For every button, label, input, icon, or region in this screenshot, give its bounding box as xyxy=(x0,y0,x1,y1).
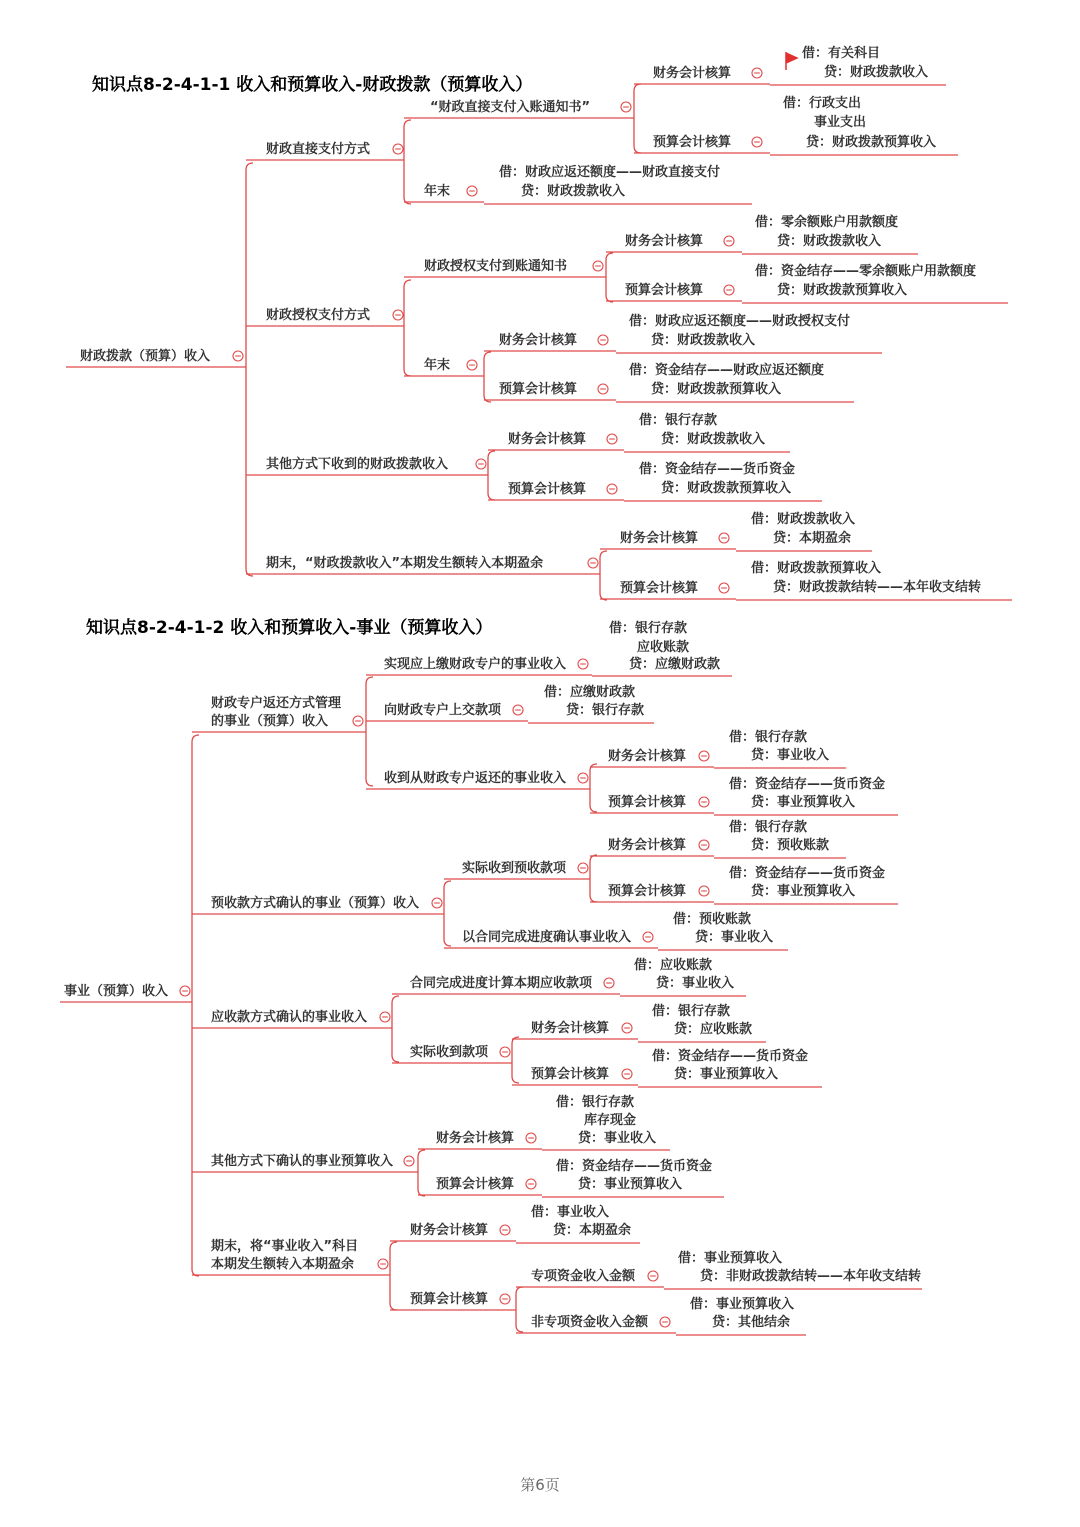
section2-title: 知识点8-2-4-1-2 收入和预算收入-事业（预算收入） xyxy=(86,618,493,638)
node-special-receive: 收到从财政专户返还的事业收入 xyxy=(384,771,567,786)
node-period-nonspecial: 非专项资金收入金额 xyxy=(531,1315,649,1330)
node-auth-yearend-fin: 财务会计核算 xyxy=(499,333,578,348)
node-auth-notice: 财政授权支付到账通知书 xyxy=(424,259,568,274)
entry-receivable-calc-line-0: 借：应收账款 xyxy=(634,958,713,973)
entry-fiscal-period-fin-line-1: 贷：本期盈余 xyxy=(773,531,852,546)
bracket-direct xyxy=(404,120,411,204)
node-fiscal-other: 其他方式下收到的财政拨款收入 xyxy=(266,457,449,472)
node-auth-yearend-bud: 预算会计核算 xyxy=(499,382,578,397)
entry-realize-debit: 借：银行存款 xyxy=(609,621,688,636)
node-direct-yearend: 年末 xyxy=(424,184,451,199)
entry-direct-yearend-line-0: 借：财政应返还额度——财政直接支付 xyxy=(499,165,721,180)
node-direct-notice-bud: 预算会计核算 xyxy=(653,135,732,150)
entry-receive-fin-line-1: 贷：事业收入 xyxy=(751,748,830,763)
entry-fiscal-period-fin-line-0: 借：财政拨款收入 xyxy=(751,512,856,527)
bracket-auth-yearend xyxy=(484,352,491,402)
flag-icon xyxy=(786,52,797,70)
entry-direct-yearend-line-1: 贷：财政拨款收入 xyxy=(521,184,626,199)
node-auth-notice-fin: 财务会计核算 xyxy=(625,234,704,249)
root-bracket-2 xyxy=(192,735,199,1276)
node-advance-fin: 财务会计核算 xyxy=(608,838,687,853)
node-business-period-fin: 财务会计核算 xyxy=(410,1223,489,1238)
entry-business-period-fin-line-0: 借：事业收入 xyxy=(531,1205,610,1220)
node-advance: 预收款方式确认的事业（预算）收入 xyxy=(211,896,420,911)
node-receive-fin: 财务会计核算 xyxy=(608,749,687,764)
entry-receive-bud-line-0: 借：资金结存——货币资金 xyxy=(729,777,886,792)
bracket-fiscal-other xyxy=(488,451,495,500)
bracket-direct-notice xyxy=(634,84,641,153)
entry-auth-fin-line-1: 贷：财政拨款收入 xyxy=(777,234,882,249)
node-advance-bud: 预算会计核算 xyxy=(608,884,687,899)
bracket-fiscal-period xyxy=(600,551,607,600)
node-receivable: 应收款方式确认的事业收入 xyxy=(211,1010,368,1025)
entry-realize-credit: 贷：应缴财政款 xyxy=(629,657,721,672)
bracket-advance xyxy=(444,881,451,946)
entry-advance-bud-line-0: 借：资金结存——货币资金 xyxy=(729,866,886,881)
node-fiscal-period-fin: 财务会计核算 xyxy=(620,531,699,546)
entry-advance-fin-line-1: 贷：预收账款 xyxy=(751,838,830,853)
bracket-receivable-actual xyxy=(512,1037,519,1083)
entry-receivable-bud-line-1: 贷：事业预算收入 xyxy=(674,1067,779,1082)
node-business-period: 本期发生额转入本期盈余 xyxy=(211,1257,355,1272)
node-advance-progress: 以合同完成进度确认事业收入 xyxy=(462,930,632,945)
entry-receivable-fin-line-0: 借：银行存款 xyxy=(652,1004,731,1019)
entry-business-other-fin-debit: 借：银行存款 xyxy=(556,1095,635,1110)
root-node-fiscal: 财政拨款（预算）收入 xyxy=(80,349,211,364)
entry-fiscal-period-bud-line-0: 借：财政拨款预算收入 xyxy=(751,561,882,576)
node-fiscal-period-bud: 预算会计核算 xyxy=(620,581,699,596)
entry-auth-yearend-bud-line-0: 借：资金结存——财政应返还额度 xyxy=(629,363,825,378)
bracket-business-period xyxy=(390,1242,397,1310)
entry-period-nonspecial-line-0: 借：事业预算收入 xyxy=(690,1297,795,1312)
node-receivable-bud: 预算会计核算 xyxy=(531,1067,610,1082)
entry-period-special-line-1: 贷：非财政拨款结转——本年收支结转 xyxy=(700,1269,922,1284)
node-period-special: 专项资金收入金额 xyxy=(531,1269,636,1284)
entry-business-other-fin-credit: 贷：事业收入 xyxy=(578,1131,657,1146)
entry-remit-line-0: 借：应缴财政款 xyxy=(544,685,636,700)
entry-direct-fin-line-0: 借：有关科目 xyxy=(802,46,881,61)
node-fiscal-period: 期末，“财政拨款收入”本期发生额转入本期盈余 xyxy=(266,556,544,571)
entry-period-special-line-0: 借：事业预算收入 xyxy=(678,1251,783,1266)
entry-fiscal-other-bud-line-1: 贷：财政拨款预算收入 xyxy=(661,481,792,496)
node-business-other-bud: 预算会计核算 xyxy=(436,1177,515,1192)
node-auth-yearend: 年末 xyxy=(424,358,451,373)
entry-direct-fin-line-1: 贷：财政拨款收入 xyxy=(824,65,929,80)
entry-receivable-calc-line-1: 贷：事业收入 xyxy=(656,976,735,991)
entry-auth-fin-line-0: 借：零余额账户用款额度 xyxy=(755,215,899,230)
node-receivable-fin: 财务会计核算 xyxy=(531,1021,610,1036)
node-receivable-calc: 合同完成进度计算本期应收款项 xyxy=(410,976,593,991)
bracket-business-other xyxy=(418,1150,425,1196)
bracket-auth-notice xyxy=(606,253,613,302)
entry-business-other-bud-line-1: 贷：事业预算收入 xyxy=(578,1177,683,1192)
entry-advance-progress-line-0: 借：预收账款 xyxy=(673,912,752,927)
entry-advance-bud-line-1: 贷：事业预算收入 xyxy=(751,884,856,899)
bracket-advance-actual xyxy=(590,855,597,902)
entry-receive-bud-line-1: 贷：事业预算收入 xyxy=(751,795,856,810)
entry-advance-fin-line-0: 借：银行存款 xyxy=(729,820,808,835)
node-receivable-actual: 实际收到款项 xyxy=(410,1045,489,1060)
entry-fiscal-other-fin-line-1: 贷：财政拨款收入 xyxy=(661,432,766,447)
node-receive-bud: 预算会计核算 xyxy=(608,795,687,810)
entry-fiscal-other-fin-line-0: 借：银行存款 xyxy=(639,413,718,428)
page-number: 第6页 xyxy=(520,1476,560,1494)
entry-receivable-fin-line-1: 贷：应收账款 xyxy=(674,1022,753,1037)
entry-auth-yearend-fin-line-0: 借：财政应返还额度——财政授权支付 xyxy=(629,314,851,329)
node-fiscal-other-bud: 预算会计核算 xyxy=(508,482,587,497)
bracket-special-receive xyxy=(590,764,597,812)
node-direct-notice-fin: 财务会计核算 xyxy=(653,66,732,81)
entry-advance-progress-line-1: 贷：事业收入 xyxy=(695,930,774,945)
node-auth-notice-bud: 预算会计核算 xyxy=(625,283,704,298)
entry-period-nonspecial-line-1: 贷：其他结余 xyxy=(712,1315,791,1330)
bracket-auth xyxy=(404,280,411,376)
entry-direct-bud-debit: 借：行政支出 xyxy=(783,96,862,111)
entry-direct-bud-debit2: 事业支出 xyxy=(814,115,867,130)
node-direct-notice: “财政直接支付入账通知书” xyxy=(430,100,591,115)
node-business-other: 其他方式下确认的事业预算收入 xyxy=(211,1154,394,1169)
node-special-remit: 向财政专户上交款项 xyxy=(384,703,502,718)
entry-auth-yearend-bud-line-1: 贷：财政拨款预算收入 xyxy=(651,382,782,397)
node-special-realize: 实现应上缴财政专户的事业收入 xyxy=(384,657,567,672)
entry-business-other-fin-debit2: 库存现金 xyxy=(584,1113,637,1128)
entry-remit-line-1: 贷：银行存款 xyxy=(566,703,645,718)
entry-fiscal-other-bud-line-0: 借：资金结存——货币资金 xyxy=(639,462,796,477)
entry-receivable-bud-line-0: 借：资金结存——货币资金 xyxy=(652,1049,809,1064)
node-business-period-label-1: 期末，将“事业收入”科目 xyxy=(211,1239,359,1254)
root-bracket-1 xyxy=(246,163,253,576)
entry-auth-yearend-fin-line-1: 贷：财政拨款收入 xyxy=(651,333,756,348)
root-node-business: 事业（预算）收入 xyxy=(64,984,169,999)
entry-auth-bud-line-0: 借：资金结存——零余额账户用款额度 xyxy=(755,264,977,279)
entry-auth-bud-line-1: 贷：财政拨款预算收入 xyxy=(777,283,908,298)
node-direct-payment: 财政直接支付方式 xyxy=(266,142,371,157)
entry-receive-fin-line-0: 借：银行存款 xyxy=(729,730,808,745)
bracket-business-period-bud xyxy=(516,1287,523,1332)
bracket-special xyxy=(366,677,373,786)
node-advance-actual: 实际收到预收款项 xyxy=(462,861,567,876)
node-auth-payment: 财政授权支付方式 xyxy=(266,308,371,323)
entry-realize-debit2: 应收账款 xyxy=(637,640,690,655)
node-special-label-1: 财政专户返还方式管理 xyxy=(211,696,342,711)
node-business-other-fin: 财务会计核算 xyxy=(436,1131,515,1146)
entry-direct-bud-credit: 贷：财政拨款预算收入 xyxy=(806,135,937,150)
node-fiscal-other-fin: 财务会计核算 xyxy=(508,432,587,447)
node-business-period-bud: 预算会计核算 xyxy=(410,1292,489,1307)
entry-fiscal-period-bud-line-1: 贷：财政拨款结转——本年收支结转 xyxy=(773,580,982,595)
node-special-account: 的事业（预算）收入 xyxy=(211,714,329,729)
section1-title: 知识点8-2-4-1-1 收入和预算收入-财政拨款（预算收入） xyxy=(92,75,533,95)
entry-business-other-bud-line-0: 借：资金结存——货币资金 xyxy=(556,1159,713,1174)
entry-business-period-fin-line-1: 贷：本期盈余 xyxy=(553,1223,632,1238)
bracket-receivable xyxy=(392,996,399,1062)
